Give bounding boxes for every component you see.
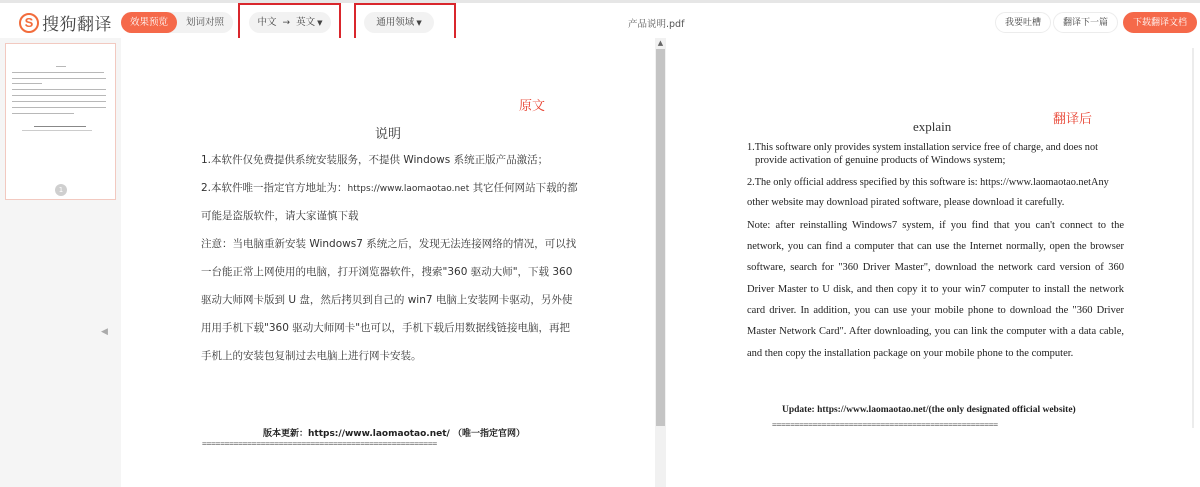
- translated-annotation-label: 翻译后: [1053, 112, 1093, 127]
- translated-note-line: Note: after reinstalling Windows7 system, if you find that you can't connect to the: [747, 220, 1124, 231]
- original-line-2-rest: 其它任何网站下载的都: [469, 182, 578, 194]
- translated-item1-line1: 1.This software only provides system installation service free of charge, and does not: [747, 142, 1098, 153]
- scroll-up-icon[interactable]: ▲: [657, 39, 664, 47]
- thumbnail-text-line: [12, 107, 106, 108]
- view-mode-toggle: [121, 12, 233, 33]
- download-translation-button[interactable]: 下载翻译文档: [1123, 12, 1197, 33]
- translated-note-line: Driver Master to U disk, and then copy it to your win7 computer to install the network: [747, 284, 1124, 295]
- sogou-logo-icon: S: [19, 13, 39, 33]
- original-line-4: 注意：当电脑重新安装 Windows7 系统之后，发现无法连接网络的情况，可以找: [201, 238, 577, 250]
- original-line-8: 手机上的安装包复制过去电脑上进行网卡安装。: [201, 350, 422, 362]
- caret-down-icon: ▼: [416, 19, 422, 27]
- collapse-sidebar-icon[interactable]: ◀: [101, 327, 108, 337]
- thumbnail-text-line: [56, 66, 66, 67]
- original-scrollbar[interactable]: [655, 38, 666, 487]
- original-document-panel: [121, 38, 655, 487]
- translated-separator: ==================================================: [772, 420, 998, 429]
- scrollbar-thumb[interactable]: [656, 49, 665, 426]
- feedback-button[interactable]: 我要吐槽: [995, 12, 1051, 33]
- translated-document-panel: [666, 38, 1200, 487]
- original-line-2-text: 2.本软件唯一指定官方地址为：: [201, 182, 348, 194]
- original-line-7: 用用手机下载"360 驱动大师网卡"也可以，手机下载后用数据线链接电脑，再把: [201, 322, 571, 334]
- thumbnail-text-line: [12, 95, 106, 96]
- translated-scrollbar[interactable]: [1192, 48, 1194, 428]
- mode-preview-button[interactable]: 效果预览: [121, 12, 177, 33]
- page-thumbnail[interactable]: [5, 43, 116, 200]
- translated-note-line: Master Network Card". After downloading, you can link the computer with a data cable,: [747, 326, 1124, 337]
- translated-title: explain: [913, 119, 952, 134]
- top-bar: [0, 0, 1200, 38]
- mode-compare-button[interactable]: 划词对照: [186, 17, 225, 28]
- translated-item1-line2: provide activation of genuine products of Windows system;: [755, 155, 1006, 166]
- original-footer: 版本更新：https://www.laomaotao.net/ （唯一指定官网）: [263, 429, 525, 439]
- translated-footer: Update: https://www.laomaotao.net/(the only designated official website): [782, 405, 1076, 415]
- thumbnail-text-line: [12, 72, 104, 73]
- target-language: 英文: [296, 17, 316, 28]
- original-url: https://www.laomaotao.net: [347, 184, 470, 194]
- translated-item2-line1: 2.The only official address specified by this software is: https://www.laomaotao.netAny: [747, 177, 1109, 188]
- original-annotation-label: 原文: [519, 99, 546, 114]
- thumbnail-separator: [22, 130, 92, 131]
- page-thumbnail-sidebar: [0, 38, 121, 487]
- source-language: 中文: [257, 17, 277, 28]
- caret-down-icon: ▼: [317, 19, 323, 27]
- translated-note-line: card driver. In addition, you can use your mobile phone to download the "360 Driver: [747, 305, 1124, 316]
- annotation-box-domain: [354, 3, 456, 43]
- page-number-badge: 1: [55, 184, 67, 196]
- original-line-2: [201, 180, 578, 195]
- translate-next-button[interactable]: 翻译下一篇: [1053, 12, 1118, 33]
- original-separator: ====================================================: [202, 439, 437, 448]
- thumbnail-text-line: [12, 78, 106, 79]
- translated-note-line: and then copy the installation package on your mobile phone to the computer.: [747, 348, 1074, 359]
- thumbnail-text-line: [12, 89, 106, 90]
- original-title: 说明: [374, 127, 401, 142]
- thumbnail-text-line: [12, 101, 106, 102]
- arrow-right-icon: →: [282, 18, 291, 28]
- translated-item2-line2: other website may download pirated software, please download it carefully.: [747, 197, 1065, 208]
- thumbnail-text-line: [12, 113, 74, 114]
- translated-note-line: software, search for "360 Driver Master", download the network card version of 360: [747, 262, 1124, 273]
- original-line-5: 一台能正常上网使用的电脑，打开浏览器软件，搜索"360 驱动大师"，下载 360: [201, 266, 573, 278]
- translated-note-line: network, you can find a computer that can use the Internet normally, open the browser: [747, 241, 1124, 252]
- original-line-6: 驱动大师网卡版到 U 盘，然后拷贝到自己的 win7 电脑上安装网卡驱动，另外使: [201, 294, 573, 306]
- original-line-3: 可能是盗版软件，请大家谨慎下载: [201, 210, 359, 222]
- file-name: 产品说明.pdf: [628, 19, 685, 30]
- domain-label: 通用领域: [376, 17, 415, 28]
- original-line-1: 1.本软件仅免费提供系统安装服务，不提供 Windows 系统正版产品激活；: [201, 154, 549, 166]
- logo-text: 搜狗翻译: [42, 15, 112, 35]
- logo[interactable]: [19, 10, 112, 35]
- thumbnail-text-line: [12, 83, 42, 84]
- thumbnail-text-line: [34, 126, 86, 127]
- annotation-box-language: [238, 3, 341, 43]
